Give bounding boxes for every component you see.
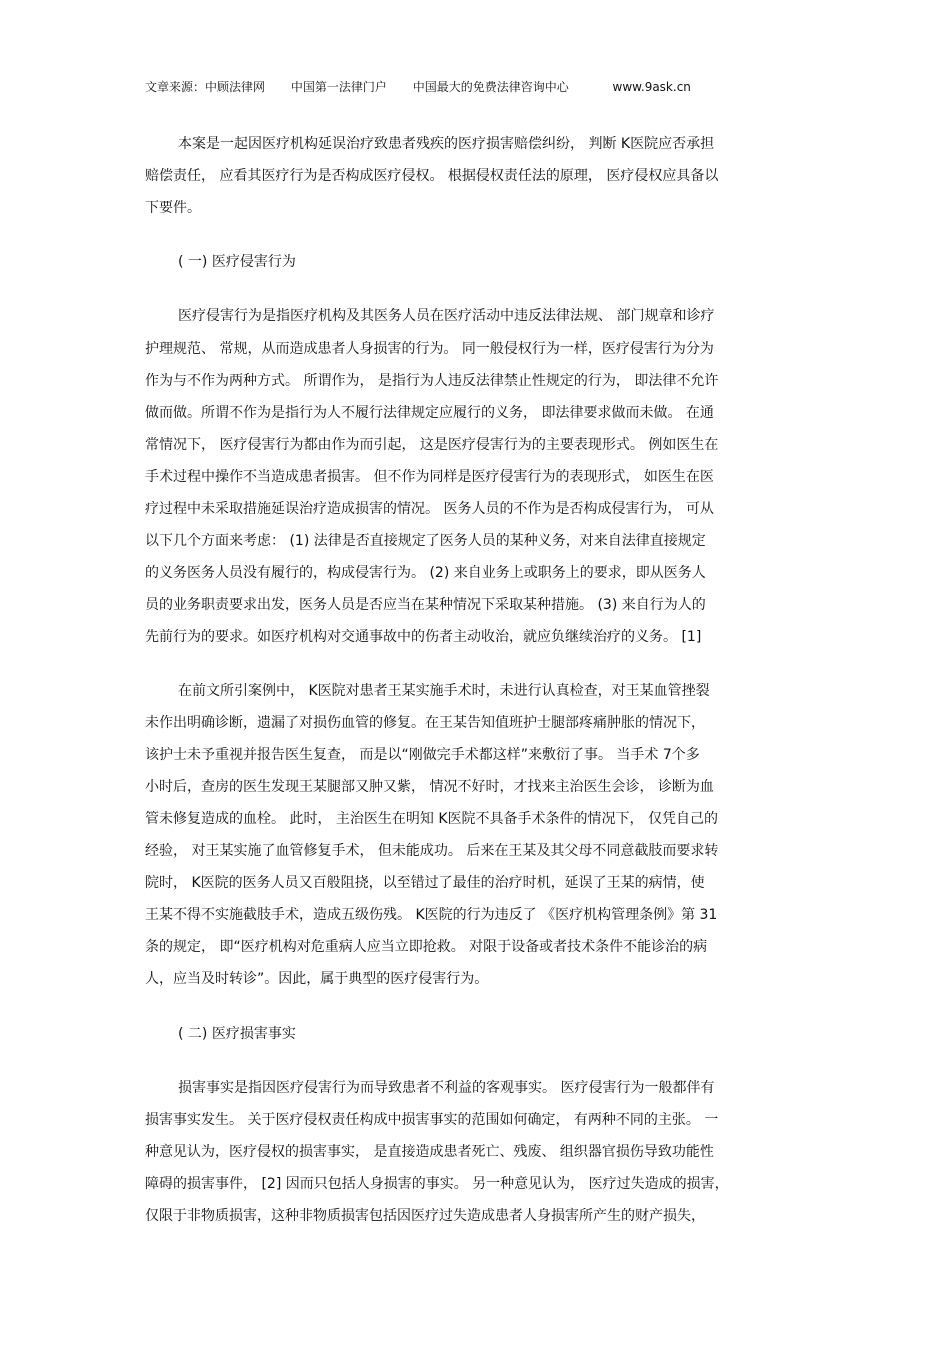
paragraph-4-line: 损害事实发生。 关于医疗侵权责任构成中损害事实的范围如何确定， 有两种不同的主张。 一 (145, 1112, 719, 1128)
paragraph-2-line: 疗过程中未采取措施延误治疗造成损害的情况。 医务人员的不作为是否构成侵害行为， 可从 (145, 501, 714, 517)
paragraph-3-line: 王某不得不实施截肢手术，造成五级伤残。 K医院的行为违反了 《医疗机构管理条例》第 31 (145, 907, 718, 923)
paragraph-2-line: 做而做。所谓不作为是指行为人不履行法律规定应履行的义务， 即法律要求做而未做。 在通 (145, 405, 714, 421)
paragraph-1-line: 本案是一起因医疗机构延误治疗致患者残疾的医疗损害赔偿纠纷， 判断 K医院应否承担 (178, 136, 715, 152)
paragraph-3-line: 经验， 对王某实施了血管修复手术， 但未能成功。 后来在王某及其父母不同意截肢而要求转 (145, 843, 719, 859)
paragraph-3-line: 条的规定， 即“医疗机构对危重病人应当立即抢救。 对限于设备或者技术条件不能诊治的病 (145, 939, 708, 955)
paragraph-3-line: 该护士未予重视并报告医生复查， 而是以“刚做完手术都这样”来敷衍了事。 当手术 7个多 (145, 747, 700, 763)
paragraph-3-line: 院时， K医院的医务人员又百般阻挠，以至错过了最佳的治疗时机，延误了王某的病情，使 (145, 875, 705, 891)
paragraph-4-line: 仅限于非物质损害，这种非物质损害包括因医疗过失造成患者人身损害所产生的财产损失， (145, 1208, 705, 1224)
paragraph-3-line: 未作出明确诊断，遗漏了对损伤血管的修复。在王某告知值班护士腿部疼痛肿胀的情况下， (145, 715, 705, 731)
page-header (145, 78, 825, 96)
paragraph-4-line: 种意见认为，医疗侵权的损害事实， 是直接造成患者死亡、残废、 组织器官损伤导致功能性 (145, 1144, 714, 1160)
paragraph-2-line: 作为与不作为两种方式。 所谓作为， 是指行为人违反法律禁止性规定的行为， 即法律不允许 (145, 373, 719, 389)
paragraph-1-line: 下要件。 (145, 200, 201, 216)
paragraph-2-line: 以下几个方面来考虑： (1) 法律是否直接规定了医务人员的某种义务，对来自法律直接规定 (145, 533, 706, 549)
header-first-portal: 中国第一法律门户 (290, 80, 387, 94)
header-source: 文章来源：中顾法律网 (145, 80, 266, 94)
paragraph-2-line: 手术过程中操作不当造成患者损害。 但不作为同样是医疗侵害行为的表现形式， 如医生在医 (145, 469, 714, 485)
header-center: 中国最大的免费法律咨询中心 (412, 80, 569, 94)
paragraph-3-line: 人，应当及时转诊”。因此，属于典型的医疗侵害行为。 (145, 971, 489, 987)
header-url: www.9ask.cn (612, 80, 691, 94)
paragraph-2-line: 护理规范、 常规，从而造成患者人身损害的行为。 同一般侵权行为一样，医疗侵害行为分为 (145, 341, 714, 357)
paragraph-3-line: 在前文所引案例中， K医院对患者王某实施手术时，未进行认真检查，对王某血管挫裂 (178, 683, 710, 699)
section-heading-2: ( 二) 医疗损害事实 (178, 1026, 296, 1042)
paragraph-1-line: 赔偿责任， 应看其医疗行为是否构成医疗侵权。 根据侵权责任法的原理， 医疗侵权应具备以 (145, 168, 719, 184)
paragraph-3-line: 管未修复造成的血栓。 此时， 主治医生在明知 K医院不具备手术条件的情况下， 仅凭自己的 (145, 811, 718, 827)
paragraph-3-line: 小时后，查房的医生发现王某腿部又肿又紫， 情况不好时，才找来主治医生会诊， 诊断为血 (145, 779, 714, 795)
paragraph-4-line: 损害事实是指因医疗侵害行为而导致患者不利益的客观事实。 医疗侵害行为一般都伴有 (178, 1080, 715, 1096)
paragraph-2-line: 医疗侵害行为是指医疗机构及其医务人员在医疗活动中违反法律法规、 部门规章和诊疗 (178, 308, 715, 324)
paragraph-4-line: 障碍的损害事件， [2] 因而只包括人身损害的事实。 另一种意见认为， 医疗过失造成的损害， (145, 1176, 729, 1192)
section-heading-1: ( 一) 医疗侵害行为 (178, 254, 296, 270)
paragraph-2-line: 常情况下， 医疗侵害行为都由作为而引起， 这是医疗侵害行为的主要表现形式。 例如医生在 (145, 437, 719, 453)
paragraph-2-line: 员的业务职责要求出发，医务人员是否应当在某种情况下采取某种措施。 (3) 来自行为人的 (145, 597, 706, 613)
paragraph-2-line: 先前行为的要求。如医疗机构对交通事故中的伤者主动收治，就应负继续治疗的义务。 [1] (145, 629, 702, 645)
paragraph-2-line: 的义务医务人员没有履行的，构成侵害行为。 (2) 来自业务上或职务上的要求，即从医务人 (145, 565, 706, 581)
